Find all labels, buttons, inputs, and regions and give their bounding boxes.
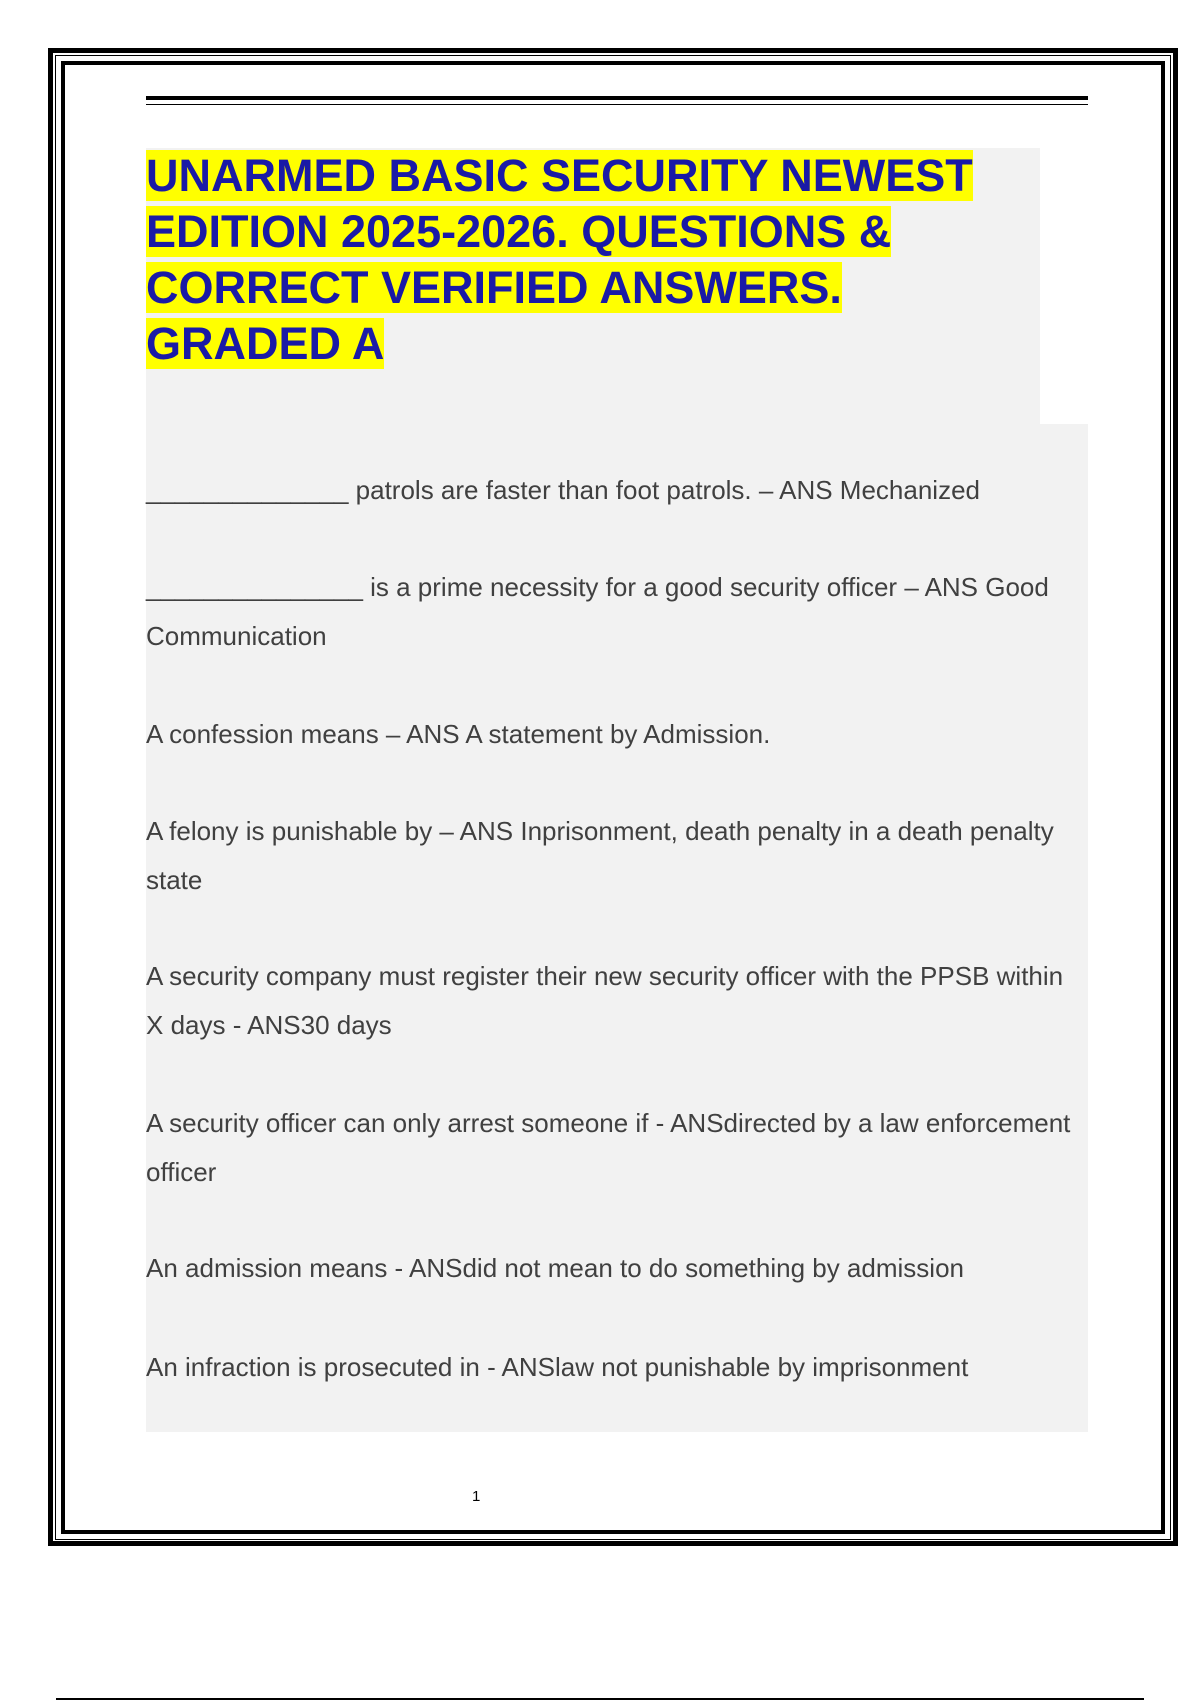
document-title [146, 148, 1046, 372]
qa-item: A felony is punishable by – ANS Inprisonment, death penalty in a death penalty state [146, 816, 1054, 895]
qa-item: A security officer can only arrest someone if - ANSdirected by a law enforcement officer [146, 1108, 1071, 1187]
qa-item: An admission means - ANSdid not mean to do something by admission [146, 1253, 964, 1283]
content-background-notch [1040, 148, 1088, 424]
qa-item: An infraction is prosecuted in - ANSlaw not punishable by imprisonment [146, 1352, 969, 1382]
qa-item: A security company must register their new security officer with the PPSB within X days - ANS30 days [146, 961, 1064, 1040]
page-number: 1 [472, 1488, 481, 1505]
header-rule-thin [146, 104, 1088, 105]
qa-item: ______________ patrols are faster than foot patrols. – ANS Mechanized [146, 475, 981, 505]
document-title-text: UNARMED BASIC SECURITY NEWEST EDITION 2025-2026. QUESTIONS & CORRECT VERIFIED ANSWERS. GRADED A [146, 150, 973, 369]
qa-item: A confession means – ANS A statement by Admission. [146, 719, 771, 749]
qa-item: _______________ is a prime necessity for a good security officer – ANS Good Communication [146, 572, 1049, 651]
header-rule [146, 96, 1088, 100]
